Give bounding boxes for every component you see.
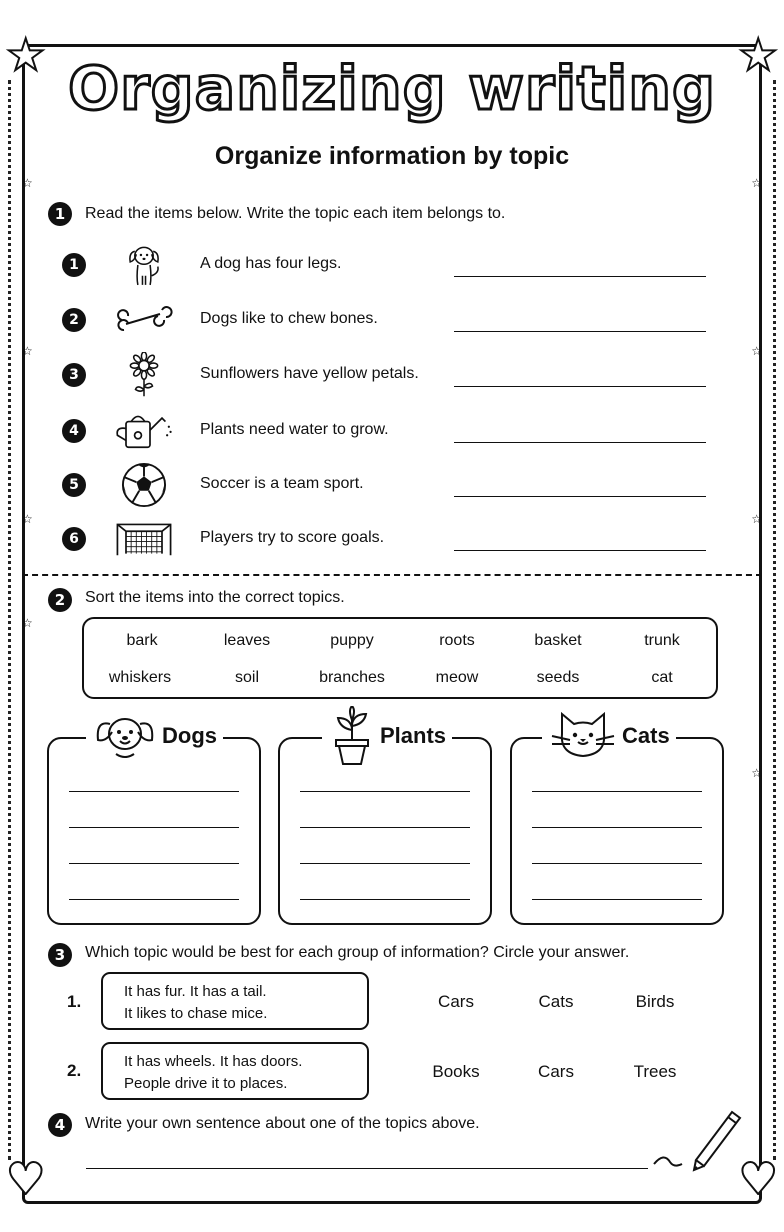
item-text: Soccer is a team sport. — [200, 475, 364, 492]
section-2-instruction: Sort the items into the correct topics. — [85, 589, 345, 606]
heart-icon: ♥ — [6, 1154, 46, 1205]
small-star-icon: ☆ — [751, 512, 762, 526]
pencil-icon — [652, 1102, 744, 1174]
bone-icon — [114, 297, 174, 343]
left-dotted-border — [8, 80, 14, 1160]
answer-choice[interactable]: Cats — [538, 992, 574, 1011]
item-number: 5 — [62, 473, 86, 497]
question-line: People drive it to places. — [124, 1075, 288, 1092]
answer-line[interactable] — [454, 496, 706, 497]
item-number: 3 — [62, 363, 86, 387]
word-bank-item: bark — [126, 632, 158, 649]
answer-line[interactable] — [532, 863, 702, 864]
question-box — [101, 1042, 369, 1100]
answer-line[interactable] — [69, 791, 239, 792]
answer-line[interactable] — [454, 442, 706, 443]
answer-line[interactable] — [69, 899, 239, 900]
page-subtitle: Organize information by topic — [214, 142, 570, 170]
word-bank-item: branches — [319, 669, 385, 686]
list-item — [62, 408, 722, 454]
list-item — [62, 352, 722, 398]
item-text: Plants need water to grow. — [200, 421, 389, 438]
section-3-instruction: Which topic would be best for each group of information? Circle your answer. — [85, 944, 630, 961]
answer-line[interactable] — [454, 550, 706, 551]
dog-face-icon — [92, 708, 158, 764]
soccer-goal-icon — [114, 516, 174, 562]
question-box — [101, 972, 369, 1030]
answer-line[interactable] — [454, 331, 706, 332]
topic-label: Plants — [380, 723, 447, 748]
item-text: A dog has four legs. — [200, 255, 342, 272]
word-bank-item: roots — [439, 632, 475, 649]
dog-icon — [114, 242, 174, 288]
section-3-number: 3 — [48, 943, 72, 967]
small-star-icon: ☆ — [751, 176, 762, 190]
section-4-number: 4 — [48, 1113, 72, 1137]
answer-choice[interactable]: Birds — [635, 992, 675, 1011]
list-item — [62, 297, 722, 343]
small-star-icon: ☆ — [22, 512, 33, 526]
answer-line[interactable] — [69, 827, 239, 828]
small-star-icon: ☆ — [751, 766, 762, 780]
word-bank-item: basket — [534, 632, 582, 649]
answer-line[interactable] — [532, 827, 702, 828]
answer-line[interactable] — [454, 276, 706, 277]
word-bank-item: whiskers — [108, 669, 172, 686]
watering-can-icon — [114, 408, 174, 454]
word-bank-item: leaves — [223, 632, 271, 649]
section-2-number: 2 — [48, 588, 72, 612]
star-icon: ★ — [6, 30, 46, 81]
section-1-number: 1 — [48, 202, 72, 226]
question-line: It has wheels. It has doors. — [124, 1053, 303, 1070]
answer-line[interactable] — [454, 386, 706, 387]
answer-choice[interactable]: Books — [432, 1062, 480, 1081]
heart-icon: ♥ — [738, 1154, 778, 1205]
cat-face-icon — [548, 708, 618, 764]
word-bank — [82, 617, 718, 699]
answer-line[interactable] — [300, 791, 470, 792]
list-item — [62, 242, 722, 288]
answer-line[interactable] — [300, 899, 470, 900]
small-star-icon: ☆ — [751, 344, 762, 358]
word-bank-item: meow — [435, 669, 479, 686]
item-number: 6 — [62, 527, 86, 551]
answer-line[interactable] — [69, 863, 239, 864]
item-number: 1 — [62, 253, 86, 277]
word-bank-item: seeds — [536, 669, 580, 686]
section-1-instruction: Read the items below. Write the topic each item belongs to. — [85, 205, 506, 222]
word-bank-item: cat — [651, 669, 673, 686]
item-text: Dogs like to chew bones. — [200, 310, 378, 327]
answer-choice[interactable]: Cars — [538, 1062, 574, 1081]
question-line: It has fur. It has a tail. — [124, 983, 267, 1000]
item-text: Sunflowers have yellow petals. — [200, 365, 419, 382]
word-bank-item: puppy — [330, 632, 374, 649]
topic-header-cats — [542, 706, 676, 766]
page-title: Organizing writing — [68, 54, 716, 124]
small-star-icon: ☆ — [22, 616, 33, 630]
item-text: Players try to score goals. — [200, 529, 385, 546]
right-dotted-border — [770, 80, 776, 1160]
word-bank-item: trunk — [644, 632, 680, 649]
topic-header-dogs — [86, 706, 223, 766]
item-number: 2 — [62, 308, 86, 332]
small-star-icon: ☆ — [22, 344, 33, 358]
topic-header-plants — [322, 706, 452, 766]
question-number: 1. — [67, 992, 82, 1011]
word-bank-item: soil — [234, 669, 259, 686]
star-icon: ★ — [738, 30, 778, 81]
topic-label: Dogs — [162, 723, 217, 748]
topic-label: Cats — [622, 723, 670, 748]
answer-line[interactable] — [300, 863, 470, 864]
list-item — [62, 462, 722, 508]
soccer-ball-icon — [114, 462, 174, 508]
question-line: It likes to chase mice. — [124, 1005, 268, 1022]
section-divider — [22, 574, 762, 576]
answer-choice[interactable]: Cars — [438, 992, 474, 1011]
section-4-instruction: Write your own sentence about one of the topics above. — [85, 1115, 480, 1132]
answer-line[interactable] — [300, 827, 470, 828]
question-number: 2. — [67, 1061, 82, 1080]
potted-plant-icon — [328, 706, 376, 766]
answer-choice[interactable]: Trees — [633, 1062, 677, 1081]
answer-line[interactable] — [532, 791, 702, 792]
item-number: 4 — [62, 419, 86, 443]
list-item — [62, 516, 722, 562]
small-star-icon: ☆ — [22, 176, 33, 190]
sunflower-icon — [114, 352, 174, 398]
answer-line[interactable] — [532, 899, 702, 900]
answer-line[interactable] — [86, 1168, 648, 1169]
